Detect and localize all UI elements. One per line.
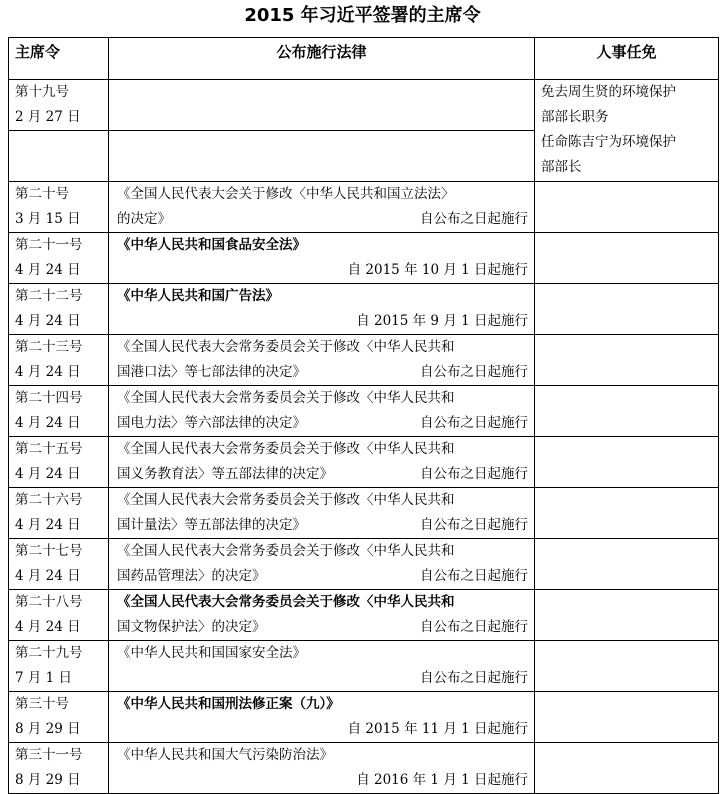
law-title: 《全国人民代表大会常务委员会关于修改〈中华人民共和 bbox=[117, 441, 455, 457]
decree-number: 第二十三号 bbox=[15, 339, 83, 355]
decree-number: 第二十号 bbox=[15, 186, 69, 202]
law-title-cont: 国港口法〉等七部法律的决定》 bbox=[117, 364, 306, 380]
header-row bbox=[9, 38, 719, 80]
effective-date: 自公布之日起施行 bbox=[420, 670, 528, 686]
law-cell bbox=[109, 182, 535, 233]
decree-cell bbox=[9, 641, 109, 692]
personnel-cell-empty bbox=[535, 437, 719, 488]
effective-date: 自 2015 年 9 月 1 日起施行 bbox=[356, 313, 528, 329]
decree-cell-empty bbox=[9, 131, 109, 182]
personnel-cell-empty bbox=[535, 743, 719, 794]
decree-number: 第二十九号 bbox=[15, 645, 83, 661]
table-row bbox=[9, 641, 719, 692]
decree-date: 4 月 24 日 bbox=[15, 517, 81, 533]
law-title-cont: 国药品管理法〉的决定》 bbox=[117, 568, 266, 584]
effective-date: 自 2015 年 10 月 1 日起施行 bbox=[347, 262, 528, 278]
decree-date: 8 月 29 日 bbox=[15, 772, 81, 788]
law-cell-empty bbox=[109, 131, 535, 182]
decree-date: 2 月 27 日 bbox=[15, 109, 81, 125]
personnel-cell-empty bbox=[535, 488, 719, 539]
law-cell bbox=[109, 335, 535, 386]
decree-date: 4 月 24 日 bbox=[15, 568, 81, 584]
table-row bbox=[9, 692, 719, 743]
law-title: 《全国人民代表大会关于修改〈中华人民共和国立法法〉 bbox=[117, 186, 455, 202]
law-title: 《全国人民代表大会常务委员会关于修改〈中华人民共和 bbox=[117, 390, 455, 406]
effective-date: 自公布之日起施行 bbox=[420, 466, 528, 482]
page-title: 2015 年习近平签署的主席令 bbox=[244, 5, 481, 26]
law-title: 《中华人民共和国广告法》 bbox=[117, 288, 279, 304]
personnel-cell-empty bbox=[535, 590, 719, 641]
personnel-line: 部部长职务 bbox=[541, 109, 609, 125]
personnel-cell-empty bbox=[535, 284, 719, 335]
decree-number: 第二十五号 bbox=[15, 441, 83, 457]
decree-cell bbox=[9, 692, 109, 743]
personnel-cell-empty bbox=[535, 233, 719, 284]
law-title: 《全国人民代表大会常务委员会关于修改〈中华人民共和 bbox=[117, 543, 455, 559]
header-personnel: 人事任免 bbox=[535, 38, 719, 80]
decree-number: 第三十一号 bbox=[15, 747, 83, 763]
personnel-line: 部部长 bbox=[541, 159, 582, 175]
header-laws: 公布施行法律 bbox=[109, 38, 535, 80]
personnel-cell-empty bbox=[535, 335, 719, 386]
personnel-cell-empty bbox=[535, 641, 719, 692]
table-row bbox=[9, 386, 719, 437]
effective-date: 自公布之日起施行 bbox=[420, 364, 528, 380]
table-row bbox=[9, 743, 719, 794]
law-cell bbox=[109, 590, 535, 641]
table-row bbox=[9, 80, 719, 131]
decree-number: 第二十一号 bbox=[15, 237, 83, 253]
effective-date: 自公布之日起施行 bbox=[420, 568, 528, 584]
effective-date: 自 2015 年 11 月 1 日起施行 bbox=[347, 721, 528, 737]
table-row bbox=[9, 488, 719, 539]
decree-date: 4 月 24 日 bbox=[15, 466, 81, 482]
decree-date: 7 月 1 日 bbox=[15, 670, 73, 686]
decree-table bbox=[8, 37, 719, 794]
law-cell bbox=[109, 284, 535, 335]
law-title-cont: 国计量法〉等五部法律的决定》 bbox=[117, 517, 306, 533]
law-cell bbox=[109, 233, 535, 284]
decree-cell bbox=[9, 80, 109, 131]
effective-date: 自公布之日起施行 bbox=[420, 619, 528, 635]
decree-number: 第二十二号 bbox=[15, 288, 83, 304]
law-title: 《中华人民共和国食品安全法》 bbox=[117, 237, 306, 253]
table-row bbox=[9, 182, 719, 233]
law-title: 《全国人民代表大会常务委员会关于修改〈中华人民共和 bbox=[117, 492, 455, 508]
personnel-line: 免去周生贤的环境保护 bbox=[541, 84, 676, 100]
table-row bbox=[9, 590, 719, 641]
law-title-cont: 国电力法〉等六部法律的决定》 bbox=[117, 415, 306, 431]
law-title: 《中华人民共和国大气污染防治法》 bbox=[117, 747, 333, 763]
decree-cell bbox=[9, 488, 109, 539]
law-title-cont: 的决定》 bbox=[117, 211, 171, 227]
law-title-cont: 国义务教育法〉等五部法律的决定》 bbox=[117, 466, 333, 482]
law-title: 《中华人民共和国国家安全法》 bbox=[117, 645, 306, 661]
personnel-cell-empty bbox=[535, 539, 719, 590]
law-title: 《全国人民代表大会常务委员会关于修改〈中华人民共和 bbox=[117, 339, 455, 355]
table-row bbox=[9, 335, 719, 386]
decree-date: 4 月 24 日 bbox=[15, 415, 81, 431]
effective-date: 自公布之日起施行 bbox=[420, 517, 528, 533]
personnel-cell bbox=[535, 80, 719, 182]
decree-date: 4 月 24 日 bbox=[15, 619, 81, 635]
decree-number: 第二十八号 bbox=[15, 594, 83, 610]
decree-cell bbox=[9, 590, 109, 641]
decree-number: 第三十号 bbox=[15, 696, 69, 712]
law-title: 《全国人民代表大会常务委员会关于修改〈中华人民共和 bbox=[117, 594, 455, 610]
decree-cell bbox=[9, 284, 109, 335]
decree-cell bbox=[9, 437, 109, 488]
decree-date: 4 月 24 日 bbox=[15, 364, 81, 380]
effective-date: 自 2016 年 1 月 1 日起施行 bbox=[356, 772, 528, 788]
personnel-cell-empty bbox=[535, 182, 719, 233]
law-cell bbox=[109, 437, 535, 488]
decree-number: 第二十七号 bbox=[15, 543, 83, 559]
decree-date: 3 月 15 日 bbox=[15, 211, 81, 227]
law-cell bbox=[109, 386, 535, 437]
table-row bbox=[9, 284, 719, 335]
law-cell bbox=[109, 488, 535, 539]
decree-number: 第二十六号 bbox=[15, 492, 83, 508]
decree-number: 第二十四号 bbox=[15, 390, 83, 406]
law-cell bbox=[109, 743, 535, 794]
decree-date: 4 月 24 日 bbox=[15, 262, 81, 278]
law-cell bbox=[109, 692, 535, 743]
law-cell-empty bbox=[109, 80, 535, 131]
law-cell bbox=[109, 641, 535, 692]
decree-cell bbox=[9, 335, 109, 386]
decree-cell bbox=[9, 233, 109, 284]
decree-cell bbox=[9, 539, 109, 590]
decree-number: 第十九号 bbox=[15, 84, 69, 100]
decree-date: 8 月 29 日 bbox=[15, 721, 81, 737]
header-decree: 主席令 bbox=[9, 38, 109, 80]
effective-date: 自公布之日起施行 bbox=[420, 415, 528, 431]
decree-cell bbox=[9, 743, 109, 794]
effective-date: 自公布之日起施行 bbox=[420, 211, 528, 227]
law-title-cont: 国文物保护法〉的决定》 bbox=[117, 619, 266, 635]
decree-date: 4 月 24 日 bbox=[15, 313, 81, 329]
personnel-cell-empty bbox=[535, 386, 719, 437]
decree-cell bbox=[9, 182, 109, 233]
decree-cell bbox=[9, 386, 109, 437]
table-row bbox=[9, 233, 719, 284]
personnel-cell-empty bbox=[535, 692, 719, 743]
personnel-line: 任命陈吉宁为环境保护 bbox=[541, 134, 676, 150]
law-title: 《中华人民共和国刑法修正案（九）》 bbox=[117, 696, 340, 712]
law-cell bbox=[109, 539, 535, 590]
table-row bbox=[9, 437, 719, 488]
table-row bbox=[9, 539, 719, 590]
